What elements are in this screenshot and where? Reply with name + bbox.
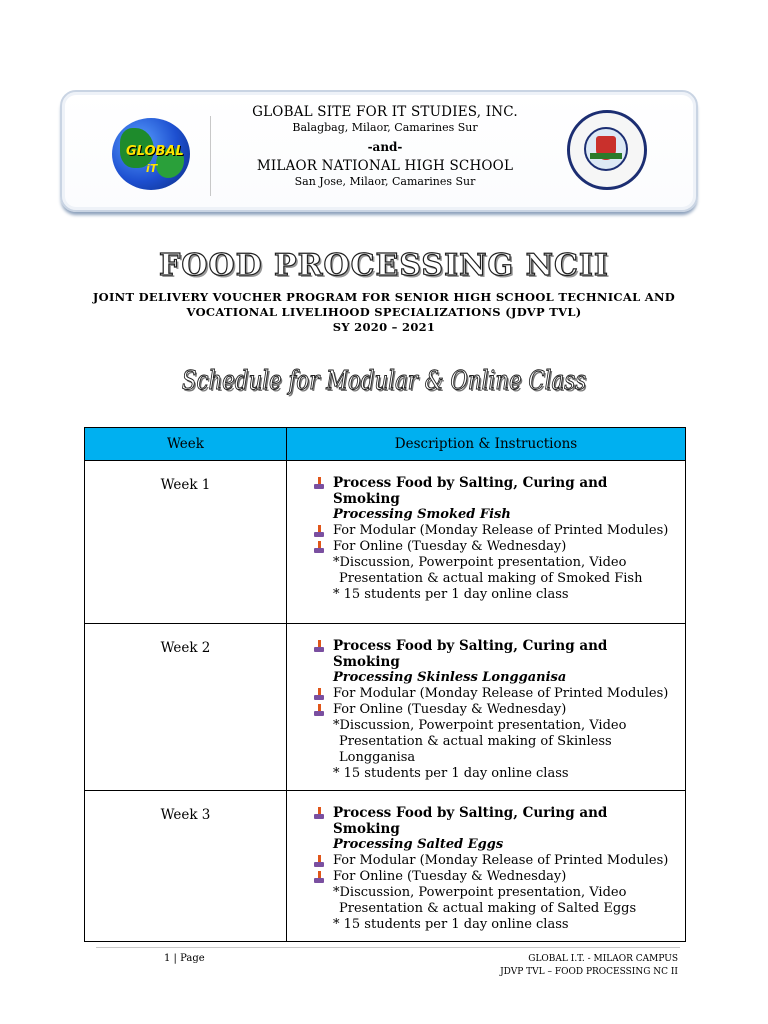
- table-row: [85, 461, 686, 624]
- school-year: SY 2020 – 2021: [332, 320, 436, 334]
- org1-address: Balagbag, Milaor, Camarines Sur: [292, 121, 478, 134]
- online-text: For Online (Tuesday & Wednesday): [333, 539, 567, 554]
- details-line-1: *Discussion, Powerpoint presentation, Video: [333, 718, 627, 733]
- org2-name: MILAOR NATIONAL HIGH SCHOOL: [256, 158, 514, 174]
- org2-address: San Jose, Milaor, Camarines Sur: [294, 175, 476, 188]
- subtitle-line-1: JOINT DELIVERY VOUCHER PROGRAM FOR SENIOR HIGH SCHOOL TECHNICAL AND: [92, 290, 676, 304]
- topic: Process Food by Salting, Curing and Smoking: [333, 805, 608, 837]
- details-line-2: Presentation & actual making of Smoked Fish: [339, 571, 643, 586]
- week-cell: Week 3: [85, 791, 287, 942]
- online-text: For Online (Tuesday & Wednesday): [333, 702, 567, 717]
- topic: Process Food by Salting, Curing and Smoking: [333, 638, 608, 670]
- modular-text: For Modular (Monday Release of Printed Modules): [333, 853, 669, 868]
- header-week: Week: [85, 428, 287, 461]
- bullet-icon: [313, 807, 325, 819]
- bullet-icon: [313, 688, 325, 700]
- online-text: For Online (Tuesday & Wednesday): [333, 869, 567, 884]
- bullet-icon: [313, 855, 325, 867]
- subtopic: Processing Smoked Fish: [333, 507, 511, 522]
- schedule-table: [84, 427, 686, 942]
- footer-program: JDVP TVL – FOOD PROCESSING NC II: [500, 967, 678, 977]
- details-line-2: Presentation & actual making of Salted Eggs: [339, 901, 637, 916]
- and-separator: -and-: [367, 140, 403, 154]
- bullet-icon: [313, 525, 325, 537]
- document-title: FOOD PROCESSING NCII: [159, 248, 609, 283]
- letterhead-text: [230, 104, 540, 189]
- week-cell: Week 2: [85, 624, 287, 791]
- topic: Process Food by Salting, Curing and Smoking: [333, 475, 608, 507]
- bullet-icon: [313, 871, 325, 883]
- page-number: 1 | Page: [164, 953, 205, 964]
- subtopic: Processing Salted Eggs: [333, 837, 504, 852]
- org1-name: GLOBAL SITE FOR IT STUDIES, INC.: [252, 104, 518, 120]
- description-cell: [287, 461, 686, 624]
- details-line-1: *Discussion, Powerpoint presentation, Video: [333, 555, 627, 570]
- bullet-icon: [313, 477, 325, 489]
- footer-campus: GLOBAL I.T. - MILAOR CAMPUS: [528, 954, 678, 964]
- bullet-icon: [313, 541, 325, 553]
- global-it-logo: [110, 116, 211, 196]
- table-header-row: [85, 428, 686, 461]
- header-description: Description & Instructions: [287, 428, 686, 461]
- students-note: * 15 students per 1 day online class: [333, 917, 569, 932]
- schedule-title: Schedule for Modular & Online Class: [181, 366, 587, 396]
- subtitle-line-2: VOCATIONAL LIVELIHOOD SPECIALIZATIONS (JDVP TVL): [186, 305, 582, 319]
- table-row: [85, 791, 686, 942]
- footer-divider: [96, 947, 680, 948]
- bullet-icon: [313, 640, 325, 652]
- bullet-icon: [313, 704, 325, 716]
- table-row: [85, 624, 686, 791]
- students-note: * 15 students per 1 day online class: [333, 766, 569, 781]
- details-line-1: *Discussion, Powerpoint presentation, Video: [333, 885, 627, 900]
- school-seal-icon: [567, 110, 647, 190]
- week-cell: Week 1: [85, 461, 287, 624]
- modular-text: For Modular (Monday Release of Printed Modules): [333, 523, 669, 538]
- details-line-2: Presentation & actual making of Skinless Longganisa: [339, 734, 612, 765]
- modular-text: For Modular (Monday Release of Printed Modules): [333, 686, 669, 701]
- globe-icon: GLOBAL iT: [112, 118, 190, 190]
- footer-right: [500, 953, 678, 979]
- description-cell: [287, 791, 686, 942]
- description-cell: [287, 624, 686, 791]
- students-note: * 15 students per 1 day online class: [333, 587, 569, 602]
- subtopic: Processing Skinless Longganisa: [333, 670, 567, 685]
